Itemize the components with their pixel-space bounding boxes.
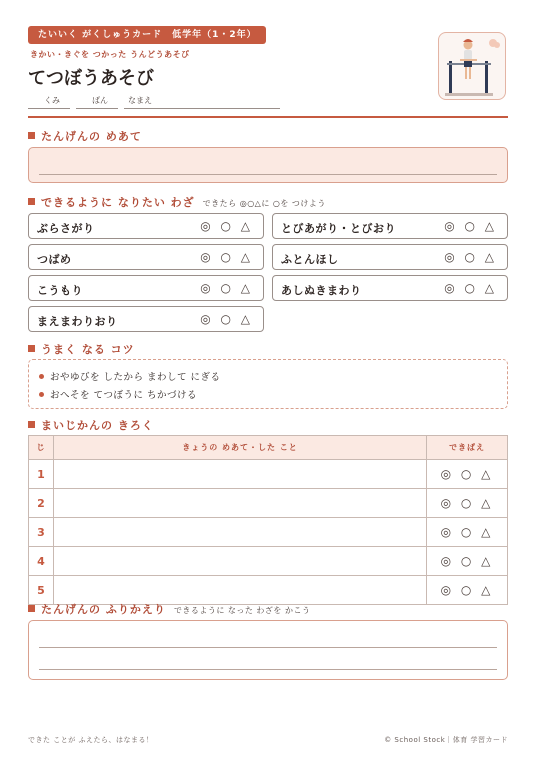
tip-text: おやゆびを したから まわして にぎる xyxy=(50,372,221,383)
table-row xyxy=(29,460,508,489)
goal-cell[interactable] xyxy=(54,460,427,489)
lesson-number: 5 xyxy=(29,576,54,605)
skill-name: とびあがり・とびおり xyxy=(281,222,396,235)
skill-item-maemawari[interactable] xyxy=(28,306,264,332)
child-on-bar-icon xyxy=(439,33,505,99)
writing-line xyxy=(39,647,497,648)
grade-tag: たいいく がくしゅうカード 低学年（1・2年） xyxy=(28,26,266,44)
tip-text: おへそを てつぼうに ちかづける xyxy=(50,390,198,401)
bullet-square-icon xyxy=(28,345,35,352)
rating-marks[interactable]: ◎ ○ △ xyxy=(427,576,508,605)
table-row xyxy=(29,489,508,518)
skill-item-burasagari[interactable] xyxy=(28,213,264,239)
rating-marks[interactable]: ◎ ○ △ xyxy=(200,250,253,264)
bullet-square-icon xyxy=(28,132,35,139)
tip-item xyxy=(39,387,197,401)
rating-marks[interactable]: ◎ ○ △ xyxy=(200,312,253,326)
lesson-number: 3 xyxy=(29,518,54,547)
tips-section-heading xyxy=(28,341,135,357)
rating-marks[interactable]: ◎ ○ △ xyxy=(200,219,253,233)
bullet-square-icon xyxy=(28,421,35,428)
table-row xyxy=(29,547,508,576)
lesson-number: 2 xyxy=(29,489,54,518)
rating-marks[interactable]: ◎ ○ △ xyxy=(427,460,508,489)
skill-name: こうもり xyxy=(37,284,83,297)
rating-marks[interactable]: ◎ ○ △ xyxy=(427,489,508,518)
tips-heading-text: うまく なる コツ xyxy=(41,343,135,356)
record-table xyxy=(28,435,508,605)
reflection-heading-text: たんげんの ふりかえり xyxy=(41,603,166,616)
record-heading-text: まいじかんの きろく xyxy=(41,419,154,432)
skill-name: ふとんほし xyxy=(281,253,339,266)
col-header-goal: きょうの めあて・した こと xyxy=(54,436,427,460)
skill-name: あしぬきまわり xyxy=(281,284,362,297)
skills-section-heading xyxy=(28,194,326,210)
horizontal-bar-illustration xyxy=(438,32,506,100)
header-divider xyxy=(28,116,508,118)
skill-name: まえまわりおり xyxy=(37,315,118,328)
skill-name: つばめ xyxy=(37,253,72,266)
unit-subtitle: きかい・きぐを つかった うんどうあそび xyxy=(30,50,190,59)
rating-marks[interactable]: ◎ ○ △ xyxy=(444,250,497,264)
bullet-square-icon xyxy=(28,605,35,612)
writing-line xyxy=(39,669,497,670)
class-label: くみ xyxy=(44,96,60,105)
rating-marks[interactable]: ◎ ○ △ xyxy=(444,281,497,295)
goal-cell[interactable] xyxy=(54,518,427,547)
footer-copyright: © School Stock｜体育 学習カード xyxy=(384,736,508,744)
reflection-note: できるように なった わざを かこう xyxy=(173,606,311,615)
skill-item-ashinuki[interactable] xyxy=(272,275,508,301)
goal-heading-text: たんげんの めあて xyxy=(41,130,142,143)
name-label: なまえ xyxy=(128,96,152,105)
tips-box xyxy=(28,359,508,409)
rating-marks[interactable]: ◎ ○ △ xyxy=(200,281,253,295)
footer-message: できた ことが ふえたら、はなまる！ xyxy=(28,736,154,744)
number-label: ばん xyxy=(92,96,108,105)
table-row xyxy=(29,518,508,547)
writing-line xyxy=(39,174,497,175)
tip-item xyxy=(39,369,221,383)
skills-heading-text: できるように なりたい わざ xyxy=(41,196,195,209)
reflection-section-heading xyxy=(28,601,310,617)
goal-section-heading xyxy=(28,128,142,144)
skill-item-tsubame[interactable] xyxy=(28,244,264,270)
goal-writing-box[interactable] xyxy=(28,147,508,183)
skill-item-koumori[interactable] xyxy=(28,275,264,301)
skill-name: ぶらさがり xyxy=(37,222,95,235)
col-header-result: できばえ xyxy=(427,436,508,460)
skills-note: できたら ◎○△に ○を つけよう xyxy=(202,199,326,208)
class-field[interactable] xyxy=(28,108,70,109)
lesson-number: 4 xyxy=(29,547,54,576)
name-field[interactable] xyxy=(124,108,280,109)
bullet-square-icon xyxy=(28,198,35,205)
goal-cell[interactable] xyxy=(54,547,427,576)
skill-item-futonhoshi[interactable] xyxy=(272,244,508,270)
bullet-dot-icon xyxy=(39,374,44,379)
rating-marks[interactable]: ◎ ○ △ xyxy=(427,518,508,547)
goal-cell[interactable] xyxy=(54,489,427,518)
number-field[interactable] xyxy=(76,108,118,109)
bullet-dot-icon xyxy=(39,392,44,397)
page-title: てつぼうあそび xyxy=(28,68,154,89)
record-section-heading xyxy=(28,417,154,433)
rating-marks[interactable]: ◎ ○ △ xyxy=(444,219,497,233)
col-header-lesson: じ xyxy=(29,436,54,460)
skill-item-tobiagari[interactable] xyxy=(272,213,508,239)
rating-marks[interactable]: ◎ ○ △ xyxy=(427,547,508,576)
lesson-number: 1 xyxy=(29,460,54,489)
reflection-writing-box[interactable] xyxy=(28,620,508,680)
